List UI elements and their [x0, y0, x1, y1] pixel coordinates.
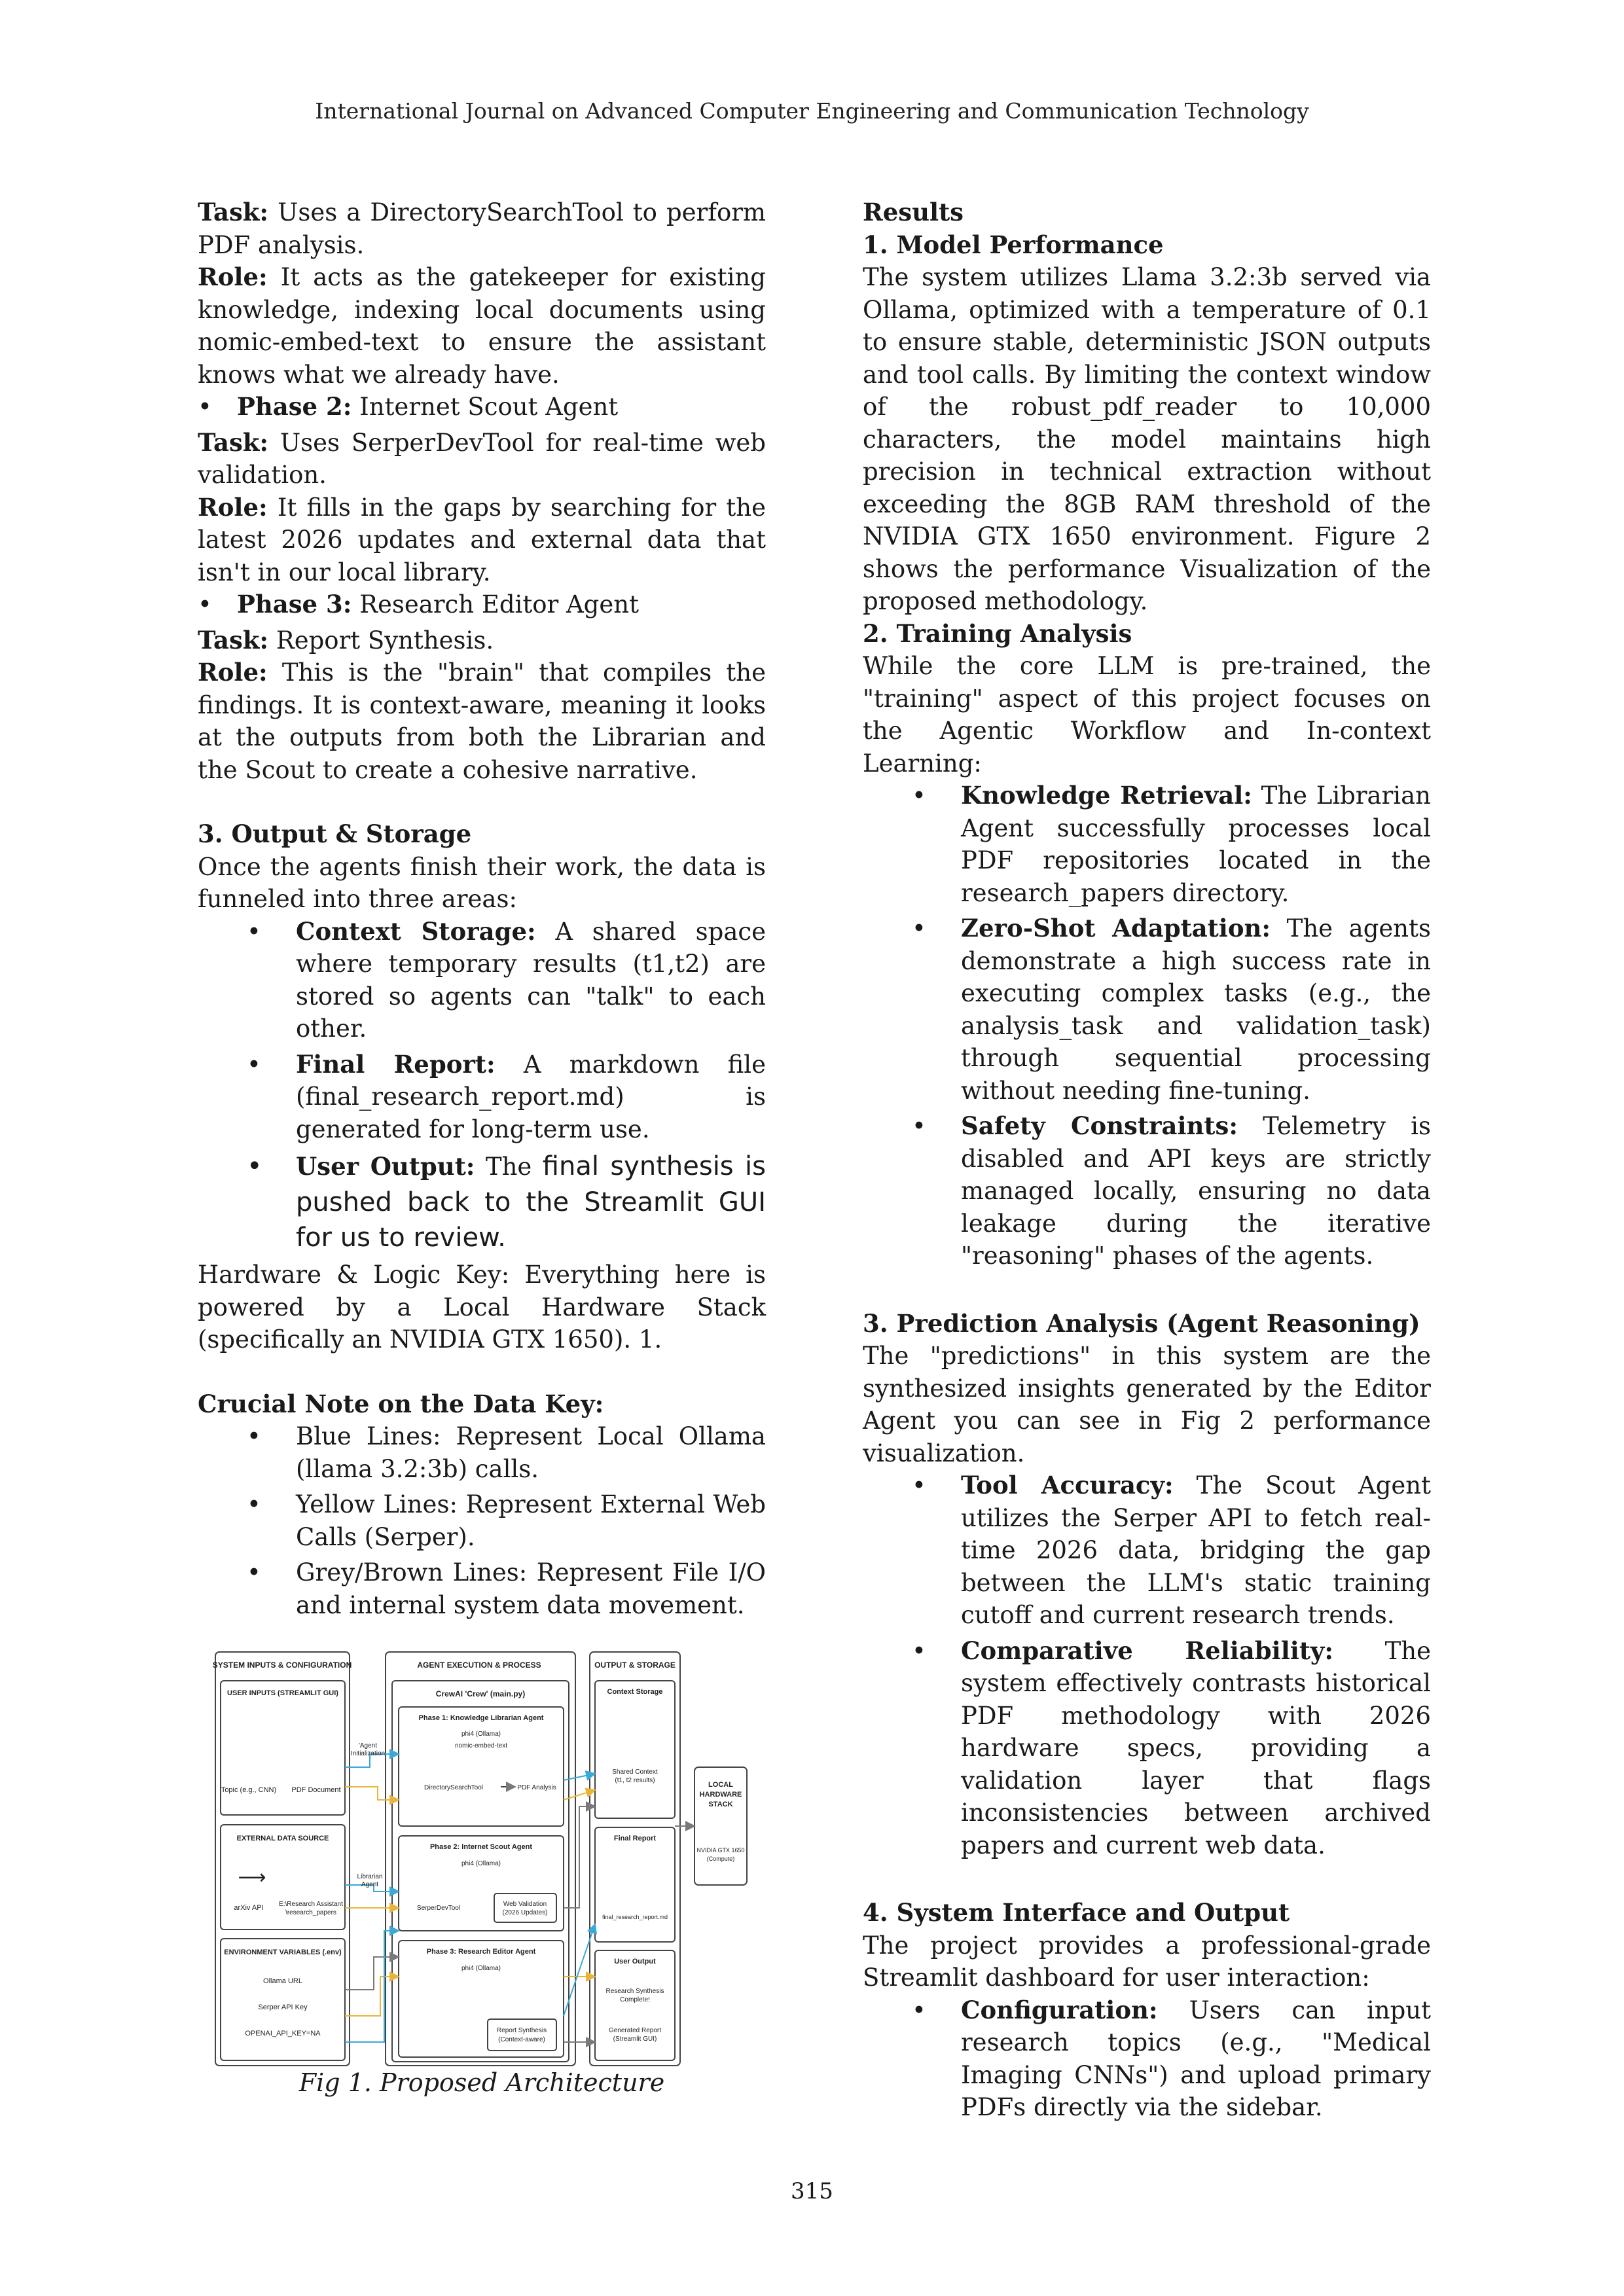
list-item: • Grey/Brown Lines: Represent File I/O and internal system data movement.	[296, 1556, 766, 1621]
fig-label: nomic-embed-text	[454, 1742, 508, 1749]
fig-label: User Output	[614, 1958, 656, 1965]
fig-label: Phase 1: Knowledge Librarian Agent	[418, 1714, 544, 1722]
fig-label: HARDWARE	[699, 1791, 742, 1799]
fig-label: STACK	[708, 1801, 733, 1808]
paragraph: Once the agents finish their work, the data is funneled into three areas:	[198, 852, 766, 913]
list-item: • Context Storage: A shared space where temporary results (t1,t2) are stored so agents can "talk" to each other.	[296, 916, 766, 1045]
page-number: 315	[791, 2178, 833, 2204]
fig-label: phi4 (Ollama)	[461, 1965, 501, 1972]
fig-label: Librarian	[357, 1873, 383, 1880]
list-item: • Zero-Shot Adaptation: The agents demonstrate a high success rate in executing complex tasks (e.g., the analysis_task and validation_task) through sequential processing without needing fine-tuning.	[961, 912, 1431, 1107]
left-column	[198, 196, 766, 1624]
fig-label: EXTERNAL DATA SOURCE	[236, 1835, 329, 1842]
arrow-icon: ⟶	[238, 1867, 266, 1888]
fig-label: Complete!	[620, 1996, 650, 2003]
fig-label: PDF Analysis	[517, 1784, 556, 1791]
paragraph: The system utilizes Llama 3.2:3b served via Ollama, optimized with a temperature of 0.1 to ensure stable, deterministic JSON outputs and tool calls. By limiting the context window of the robust_pdf_reader to 10,000 characters, the model maintains high precision in technical extraction without exceeding the 8GB RAM threshold of the NVIDIA GTX 1650 environment. Figure 2 shows the performance Visualization of the proposed methodology.	[863, 263, 1431, 615]
outputs-column-box	[590, 1652, 680, 2066]
section-heading: Crucial Note on the Data Key:	[198, 1389, 604, 1418]
paragraph: Task: Uses a DirectorySearchTool to perform PDF analysis.	[198, 198, 766, 259]
section-heading: 3. Prediction Analysis (Agent Reasoning)	[863, 1308, 1420, 1338]
paragraph: The project provides a professional-grade Streamlit dashboard for user interaction:	[863, 1931, 1431, 1992]
fig-label: Phase 3: Research Editor Agent	[426, 1948, 536, 1956]
architecture-figure	[213, 1649, 749, 2068]
fig-label: (Streamlit GUI)	[613, 2036, 657, 2043]
paragraph: Task: Uses SerperDevTool for real-time web validation.	[198, 427, 766, 489]
paragraph: Role: It fills in the gaps by searching for the latest 2026 updates and external data that isn't in our local library.	[198, 492, 766, 586]
fig-label: LOCAL	[708, 1781, 733, 1789]
fig-label: Ollama URL	[263, 1977, 302, 1985]
fig-label: Research Synthesis	[605, 1988, 664, 1995]
fig-label: (2026 Updates)	[502, 1909, 548, 1916]
paragraph: Role: This is the "brain" that compiles the findings. It is context-aware, meaning it looks at the outputs from both the Librarian and the Scout to create a cohesive narrative.	[198, 658, 766, 784]
fig-label: phi4 (Ollama)	[461, 1731, 501, 1738]
section-heading: Results	[863, 198, 964, 226]
fig-label: 'Agent	[358, 1742, 378, 1749]
fig-label: PDF Document	[291, 1786, 341, 1794]
list-item: • Phase 2: Internet Scout Agent	[198, 391, 766, 423]
paragraph: While the core LLM is pre-trained, the "training" aspect of this project focuses on the Agentic Workflow and In-context Learning:	[863, 652, 1431, 778]
training-list	[961, 780, 1431, 1272]
fig-label: Serper API Key	[258, 2003, 308, 2011]
journal-header: International Journal on Advanced Computer Engineering and Communication Technology	[315, 98, 1309, 124]
fig-col2-title: AGENT EXECUTION & PROCESS	[417, 1660, 541, 1670]
fig-label: CrewAI 'Crew' (main.py)	[435, 1689, 526, 1698]
list-item: • Tool Accuracy: The Scout Agent utilizes the Serper API to fetch real-time 2026 data, bridging the gap between the LLM's static training cutoff and current research trends.	[961, 1469, 1431, 1632]
fig-label: \research_papers	[285, 1909, 336, 1916]
list-item: • Comparative Reliability: The system effectively contrasts historical PDF methodology with 2026 hardware specs, providing a validation layer that flags inconsistencies between archived papers and current web data.	[961, 1635, 1431, 1862]
right-column	[863, 196, 1431, 2127]
fig-label: phi4 (Ollama)	[461, 1860, 501, 1867]
interface-list	[961, 1994, 1431, 2124]
list-item: • User Output: The final synthesis is pushed back to the Streamlit GUI for us to review.	[296, 1149, 766, 1255]
fig-label: Topic (e.g., CNN)	[221, 1786, 277, 1794]
list-item: • Configuration: Users can input research topics (e.g., "Medical Imaging CNNs") and upload primary PDFs directly via the sidebar.	[961, 1994, 1431, 2124]
section-heading: 3. Output & Storage	[198, 819, 472, 848]
paragraph: The "predictions" in this system are the synthesized insights generated by the Editor Agent you can see in Fig 2 performance visualization.	[863, 1342, 1431, 1467]
fig-label: Phase 2: Internet Scout Agent	[429, 1843, 533, 1851]
fig-label: arXiv API	[234, 1904, 264, 1912]
list-item: • Final Report: A markdown file (final_research_report.md) is generated for long-term use.	[296, 1049, 766, 1146]
fig-col1-title: SYSTEM INPUTS & CONFIGURATION	[213, 1660, 352, 1670]
fig-label: E:\Research Assistant	[279, 1901, 343, 1908]
fig-label: Generated Report	[608, 2027, 662, 2034]
paragraph: Hardware & Logic Key: Everything here is powered by a Local Hardware Stack (specifically an NVIDIA GTX 1650). 1.	[198, 1261, 766, 1354]
fig-label: (t1, t2 results)	[615, 1777, 655, 1784]
architecture-diagram	[213, 1649, 749, 2068]
paragraph: Role: It acts as the gatekeeper for existing knowledge, indexing local documents using nomic-embed-text to ensure the assistant knows what we already have.	[198, 262, 766, 389]
fig-label: Context Storage	[607, 1688, 663, 1696]
fig-label: DirectorySearchTool	[424, 1784, 484, 1791]
section-heading: 2. Training Analysis	[863, 619, 1132, 648]
fig-label: Report Synthesis	[496, 2027, 547, 2034]
section-heading: 4. System Interface and Output	[863, 1898, 1290, 1927]
fig-label: Web Validation	[503, 1901, 547, 1908]
phase-list	[198, 391, 766, 423]
fig-label: OPENAI_API_KEY=NA	[245, 2030, 321, 2037]
list-item: • Yellow Lines: Represent External Web Calls (Serper).	[296, 1488, 766, 1553]
fig-label: SerperDevTool	[416, 1905, 461, 1912]
output-list	[296, 916, 766, 1256]
list-item: • Blue Lines: Represent Local Ollama (llama 3.2:3b) calls.	[296, 1420, 766, 1485]
list-item: • Knowledge Retrieval: The Librarian Agent successfully processes local PDF repositories located in the research_papers directory.	[961, 780, 1431, 909]
fig-label: ENVIRONMENT VARIABLES (.env)	[224, 1948, 342, 1956]
fig-label: NVIDIA GTX 1650	[696, 1847, 745, 1854]
list-item: • Phase 3: Research Editor Agent	[198, 588, 766, 621]
fig-label: Final Report	[613, 1835, 657, 1842]
fig-label: Initialization	[350, 1750, 386, 1757]
phase-list	[198, 588, 766, 621]
prediction-list	[961, 1469, 1431, 1861]
fig-label: (Context-aware)	[498, 2036, 545, 2043]
fig-label: USER INPUTS (STREAMLIT GUI)	[227, 1689, 338, 1697]
fig-label: (Compute)	[706, 1856, 735, 1862]
list-item: • Safety Constraints: Telemetry is disabled and API keys are strictly managed locally, ensuring no data leakage during the iterative "reasoning" phases of the agents.	[961, 1110, 1431, 1272]
fig-col3-title: OUTPUT & STORAGE	[594, 1660, 676, 1670]
fig-label: Shared Context	[612, 1768, 658, 1776]
paragraph: Task: Report Synthesis.	[198, 625, 494, 655]
fig-label: final_research_report.md	[602, 1914, 668, 1920]
fig-label: Agent	[361, 1881, 379, 1888]
section-heading: 1. Model Performance	[863, 230, 1164, 259]
note-list	[296, 1420, 766, 1621]
figure-caption: Fig 1. Proposed Architecture	[298, 2068, 665, 2097]
